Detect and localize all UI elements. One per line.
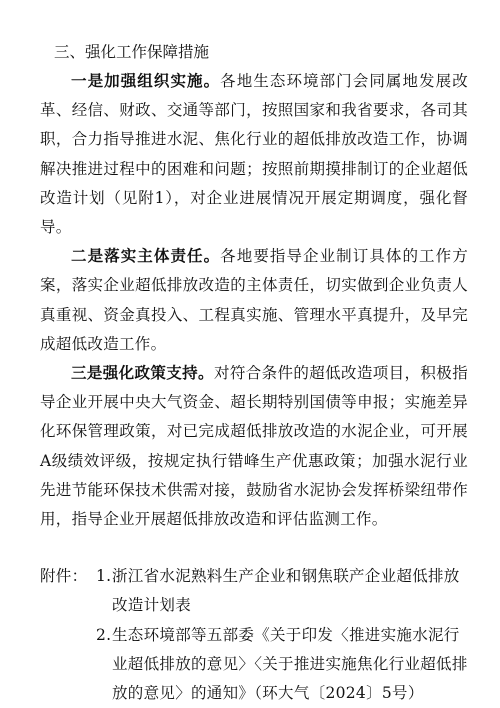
attachments-label: 附件： [40, 567, 88, 586]
attachments-row [40, 562, 468, 708]
attachments-list [96, 562, 468, 708]
attachment-number: 2. [96, 625, 112, 644]
paragraph-policy [40, 359, 468, 534]
attachment-title: 浙江省水泥熟料生产企业和钢焦联产企业超低排放改造计划表 [112, 567, 460, 615]
attachment-item [96, 562, 468, 620]
attachments [40, 562, 468, 708]
attachment-number: 1. [96, 567, 112, 586]
attachment-title: 生态环境部等五部委《关于印发〈推进实施水泥行业超低排放的意见〉〈关于推进实施焦化行业超低排放的意见〉的通知》（环大气〔2024〕5号） [112, 625, 468, 703]
paragraph-organization [40, 67, 468, 242]
section-heading: 三、强化工作保障措施 [54, 43, 210, 61]
paragraph-text: 各地生态环境部门会同属地发展改革、经信、财政、交通等部门，按照国家和我省要求，各司其职，合力指导推进水泥、焦化行业的超低排放改造工作，协调解决推进过程中的困难和问题；按照前期摸排制订的企业超低改造计划（见附1），对企业进展情况开展定期调度，强化督导。 [40, 72, 468, 237]
paragraph-text: 各地要指导企业制订具体的工作方案，落实企业超低排放改造的主体责任，切实做到企业负责人真重视、资金真投入、工程真实施、管理水平真提升，及早完成超低改造工作。 [40, 247, 468, 353]
paragraph-lead: 三是强化政策支持。 [71, 364, 214, 383]
paragraph-responsibility [40, 242, 468, 359]
paragraph-text: 对符合条件的超低改造项目，积极指导企业开展中央大气资金、超长期特别国债等申报；实施差异化环保管理政策，对已完成超低排放改造的水泥企业，可开展A级绩效评级，按规定执行错峰生产优惠政策；加强水泥行业先进节能环保技术供需对接，鼓励省水泥协会发挥桥梁纽带作用，指导企业开展超低排放改造和评估监测工作。 [40, 364, 468, 529]
paragraph-lead: 二是落实主体责任。 [71, 247, 221, 266]
paragraph-lead: 一是加强组织实施。 [71, 72, 221, 90]
attachment-item [96, 621, 468, 708]
